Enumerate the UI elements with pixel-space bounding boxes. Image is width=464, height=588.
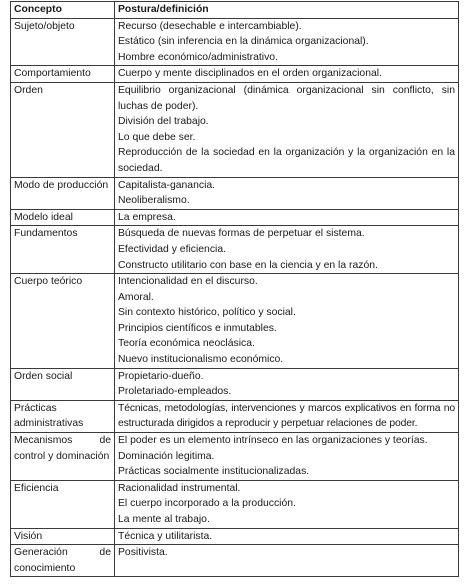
definition-cell	[115, 66, 459, 83]
definition-item: Capitalista-ganancia.	[118, 179, 216, 191]
definition-cell	[115, 18, 459, 66]
concept-definition-table	[10, 1, 459, 577]
definition-list	[118, 178, 455, 209]
definition-item: Prácticas socialmente institucionalizadas.	[118, 466, 310, 478]
definition-item: Dominación legitima.	[118, 450, 215, 462]
table-row	[11, 82, 459, 177]
definition-item: Reproducción de la sociedad en la organización y la organización en la sociedad.	[118, 147, 455, 174]
definition-cell	[115, 433, 459, 481]
definition-list	[118, 369, 455, 400]
definition-cell	[115, 368, 459, 400]
definition-item: La mente al trabajo.	[118, 514, 210, 525]
definition-list	[118, 481, 455, 528]
definition-item: Equilibrio organizacional (dinámica organizacional sin conflicto, sin luchas de poder).	[118, 84, 455, 112]
definition-list	[118, 529, 455, 545]
concept-cell: Comportamiento	[11, 66, 115, 83]
definition-cell	[115, 545, 459, 577]
definition-item: Nuevo institucionalismo económico.	[118, 354, 284, 366]
concept-cell: Modo de producción	[11, 177, 115, 209]
definition-item: Intencionalidad en el discurso.	[118, 276, 258, 288]
table-row	[11, 226, 459, 274]
table-row	[11, 528, 459, 545]
concept-cell: Generación de conocimiento	[11, 545, 115, 577]
definition-list	[118, 66, 455, 82]
header-concept: Concepto	[11, 2, 115, 19]
definition-item: División del trabajo.	[118, 116, 209, 128]
table-row	[11, 545, 459, 577]
definition-item: Neoliberalismo.	[118, 195, 190, 207]
definition-item: Propietario-dueño.	[118, 370, 204, 382]
concept-cell: Sujeto/objeto	[11, 18, 115, 66]
definition-cell	[115, 226, 459, 274]
definition-item: La empresa.	[118, 211, 176, 223]
table-row	[11, 66, 459, 83]
table-row	[11, 368, 459, 400]
table-row	[11, 274, 459, 369]
definition-item: Hombre económico/administrativo.	[118, 51, 278, 63]
definition-item: Estático (sin inferencia en la dinámica organizacional).	[118, 36, 369, 48]
definition-item: Constructo utilitario con base en la ciencia y en la razón.	[118, 259, 378, 271]
definition-item: Proletariado-empleados.	[118, 386, 232, 398]
table-row	[11, 400, 459, 432]
table-row	[11, 480, 459, 528]
definition-item: Búsqueda de nuevas formas de perpetuar el sistema.	[118, 228, 365, 240]
definition-cell	[115, 480, 459, 528]
definition-item: Cuerpo y mente disciplinados en el orden organizacional.	[118, 68, 382, 80]
definition-cell	[115, 177, 459, 209]
definition-cell	[115, 274, 459, 369]
definition-list	[118, 83, 455, 177]
concept-cell: Mecanismos de control y dominación	[11, 433, 115, 481]
definition-list	[118, 210, 455, 226]
definition-list	[118, 433, 455, 480]
definition-list	[118, 401, 455, 432]
definition-item: Efectividad y eficiencia.	[118, 243, 227, 255]
table-row	[11, 177, 459, 209]
definition-item: Principios científicos e inmutables.	[118, 322, 277, 334]
table-row	[11, 18, 459, 66]
concept-cell: Eficiencia	[11, 480, 115, 528]
definition-item: Racionalidad instrumental.	[118, 482, 241, 494]
definition-cell	[115, 209, 459, 226]
definition-list	[118, 545, 455, 561]
definition-list	[118, 274, 455, 368]
definition-item: Lo que debe ser.	[118, 131, 196, 143]
concept-cell: Visión	[11, 528, 115, 545]
table-row	[11, 433, 459, 481]
concept-cell: Fundamentos	[11, 226, 115, 274]
definition-item: Recurso (desechable e intercambiable).	[118, 20, 302, 32]
concept-cell: Prácticas administrativas	[11, 400, 115, 432]
definition-item: Técnica y utilitarista.	[118, 530, 213, 542]
definition-item: Sin contexto histórico, político y social.	[118, 307, 296, 319]
definition-list	[118, 226, 455, 273]
header-definition: Postura/definición	[115, 2, 459, 19]
header-row	[11, 2, 459, 19]
concept-cell: Orden	[11, 82, 115, 177]
table-row	[11, 209, 459, 226]
definition-cell	[115, 528, 459, 545]
concept-cell: Cuerpo teórico	[11, 274, 115, 369]
definition-item: Positivista.	[118, 547, 168, 559]
definition-list	[118, 19, 455, 66]
concept-cell: Orden social	[11, 368, 115, 400]
definition-cell	[115, 400, 459, 432]
definition-cell	[115, 82, 459, 177]
concept-cell: Modelo ideal	[11, 209, 115, 226]
definition-item: Técnicas, metodologías, intervenciones y marcos explicativos en forma no estructurada dirigidos a reproducir y perpetuar relaciones de poder.	[118, 402, 455, 430]
definition-item: Amoral.	[118, 291, 154, 303]
definition-item: El poder es un elemento intrínseco en las organizaciones y teorías.	[118, 435, 428, 447]
definition-item: El cuerpo incorporado a la producción.	[118, 498, 296, 510]
definition-item: Teoría económica neoclásica.	[118, 338, 255, 350]
